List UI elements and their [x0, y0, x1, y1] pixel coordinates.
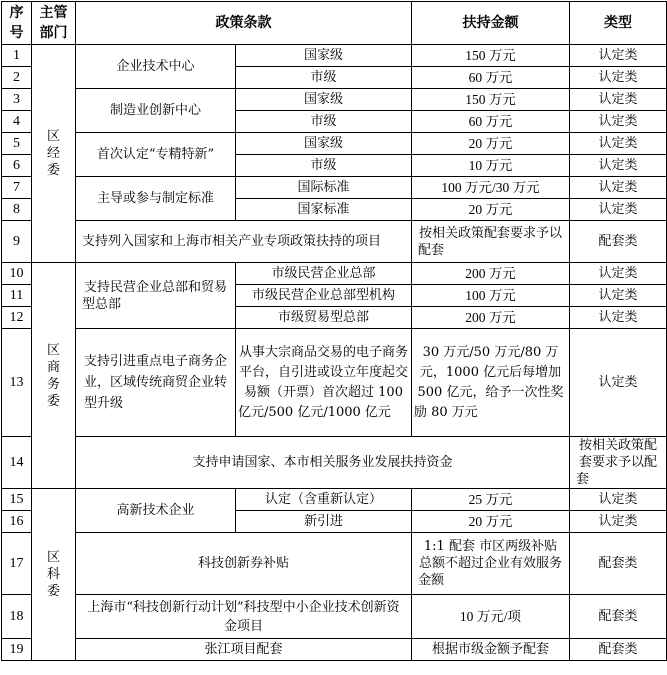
table-row	[2, 437, 667, 489]
policy-subitem: 认定（含重新认定）	[236, 489, 412, 511]
amount-cell: 25 万元	[412, 489, 570, 511]
row-number: 19	[2, 639, 32, 661]
table-row	[2, 89, 667, 111]
amount-cell: 20 万元	[412, 511, 570, 533]
policy-item: 主导或参与制定标准	[76, 177, 236, 221]
amount-cell: 150 万元	[412, 45, 570, 67]
policy-subitem: 市级	[236, 155, 412, 177]
type-cell: 认定类	[570, 45, 667, 67]
policy-subitem: 国家级	[236, 89, 412, 111]
row-number: 8	[2, 199, 32, 221]
type-cell: 认定类	[570, 307, 667, 329]
policy-item: 首次认定“专精特新”	[76, 133, 236, 177]
type-cell: 配套类	[570, 533, 667, 595]
amount-cell: 按相关政策配套要求予以配套	[570, 437, 667, 489]
amount-cell: 10 万元	[412, 155, 570, 177]
header-row	[2, 2, 667, 45]
type-cell: 认定类	[570, 329, 667, 437]
row-number: 13	[2, 329, 32, 437]
policy-subitem: 市级民营企业总部型机构	[236, 285, 412, 307]
policy-subitem: 新引进	[236, 511, 412, 533]
header-policy: 政策条款	[76, 2, 412, 45]
type-cell: 认定类	[570, 489, 667, 511]
amount-cell: 根据市级金额予配套	[412, 639, 570, 661]
amount-cell: 100 万元	[412, 285, 570, 307]
header-dept: 主管部门	[32, 2, 76, 45]
policy-table	[1, 1, 667, 661]
type-cell: 认定类	[570, 177, 667, 199]
type-cell: 认定类	[570, 155, 667, 177]
type-cell: 认定类	[570, 89, 667, 111]
row-number: 7	[2, 177, 32, 199]
type-cell: 认定类	[570, 67, 667, 89]
row-number: 15	[2, 489, 32, 511]
amount-cell: 10 万元/项	[412, 595, 570, 639]
type-cell: 认定类	[570, 263, 667, 285]
table-row	[2, 45, 667, 67]
row-number: 10	[2, 263, 32, 285]
header-amount: 扶持金额	[412, 2, 570, 45]
table-row	[2, 329, 667, 437]
policy-subitem: 市级贸易型总部	[236, 307, 412, 329]
table-row	[2, 177, 667, 199]
policy-item: 上海市“科技创新行动计划”科技型中小企业技术创新资金项目	[76, 595, 412, 639]
amount-cell: 20 万元	[412, 199, 570, 221]
policy-item: 支持民营企业总部和贸易型总部	[76, 263, 236, 329]
row-number: 9	[2, 221, 32, 263]
dept-science: 区科委	[32, 489, 76, 661]
row-number: 4	[2, 111, 32, 133]
type-cell: 认定类	[570, 511, 667, 533]
table-row	[2, 221, 667, 263]
amount-cell: 30 万元/50 万元/80 万元，1000 亿元后每增加 500 亿元，给予一次性奖励 80 万元	[412, 329, 570, 437]
policy-item: 支持引进重点电子商务企业，区域传统商贸企业转型升级	[76, 329, 236, 437]
dept-economy: 区经委	[32, 45, 76, 263]
policy-subitem: 市级	[236, 67, 412, 89]
policy-item: 支持列入国家和上海市相关产业专项政策扶持的项目	[76, 221, 412, 263]
policy-item: 支持申请国家、本市相关服务业发展扶持资金	[76, 437, 570, 489]
type-cell: 配套类	[570, 595, 667, 639]
amount-cell: 200 万元	[412, 307, 570, 329]
row-number: 18	[2, 595, 32, 639]
row-number: 16	[2, 511, 32, 533]
type-cell: 认定类	[570, 133, 667, 155]
dept-commerce: 区商务委	[32, 263, 76, 489]
policy-subitem: 国家级	[236, 45, 412, 67]
row-number: 2	[2, 67, 32, 89]
header-seq: 序号	[2, 2, 32, 45]
table-row	[2, 595, 667, 639]
type-cell: 配套类	[570, 221, 667, 263]
amount-cell: 60 万元	[412, 67, 570, 89]
amount-cell: 200 万元	[412, 263, 570, 285]
amount-cell: 100 万元/30 万元	[412, 177, 570, 199]
amount-cell: 1:1 配套 市区两级补贴总额不超过企业有效服务金额	[412, 533, 570, 595]
policy-subitem: 从事大宗商品交易的电子商务平台，自引进或设立年度起交易额（开票）首次超过 100 亿元/500 亿元/1000 亿元	[236, 329, 412, 437]
table-row	[2, 263, 667, 285]
policy-item: 张江项目配套	[76, 639, 412, 661]
policy-subitem: 市级民营企业总部	[236, 263, 412, 285]
row-number: 14	[2, 437, 32, 489]
table-row	[2, 489, 667, 511]
type-cell: 认定类	[570, 111, 667, 133]
row-number: 6	[2, 155, 32, 177]
header-type: 类型	[570, 2, 667, 45]
type-cell: 配套类	[570, 639, 667, 661]
row-number: 17	[2, 533, 32, 595]
policy-subitem: 国家标准	[236, 199, 412, 221]
policy-item: 科技创新券补贴	[76, 533, 412, 595]
type-cell: 认定类	[570, 199, 667, 221]
amount-cell: 60 万元	[412, 111, 570, 133]
table-row	[2, 639, 667, 661]
row-number: 11	[2, 285, 32, 307]
table-row	[2, 533, 667, 595]
table-row	[2, 133, 667, 155]
policy-item: 高新技术企业	[76, 489, 236, 533]
policy-subitem: 国际标准	[236, 177, 412, 199]
amount-cell: 20 万元	[412, 133, 570, 155]
policy-subitem: 国家级	[236, 133, 412, 155]
amount-cell: 按相关政策配套要求予以配套	[412, 221, 570, 263]
row-number: 5	[2, 133, 32, 155]
row-number: 12	[2, 307, 32, 329]
amount-cell: 150 万元	[412, 89, 570, 111]
row-number: 1	[2, 45, 32, 67]
policy-item: 制造业创新中心	[76, 89, 236, 133]
type-cell: 认定类	[570, 285, 667, 307]
policy-subitem: 市级	[236, 111, 412, 133]
row-number: 3	[2, 89, 32, 111]
policy-item: 企业技术中心	[76, 45, 236, 89]
